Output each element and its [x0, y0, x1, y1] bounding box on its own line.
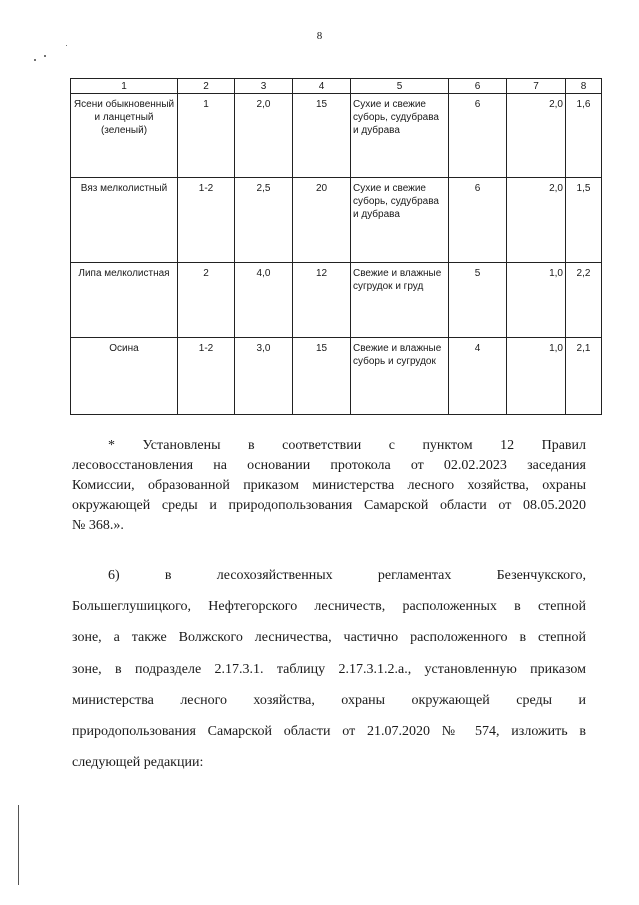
footnote-line: окружающей среды и природопользования Самарской области от 08.05.2020 [72, 498, 586, 513]
footnote-line: * Установлены в соответствии с пунктом 12 Правил [108, 438, 586, 453]
table-cell: 1,5 [566, 178, 602, 263]
paragraph-line: природопользования Самарской области от 21.07.2020 № 574, изложить в [72, 724, 586, 740]
species-cell: Липа мелколистная [71, 263, 178, 338]
table-cell: 15 [293, 338, 351, 415]
paragraph-line: 6) в лесохозяйственных регламентах Безенчукского, [108, 568, 586, 583]
table-cell: 4 [449, 338, 507, 415]
table-cell: 6 [449, 178, 507, 263]
forest-species-table [70, 78, 602, 415]
species-cell: Осина [71, 338, 178, 415]
table-cell: 2,5 [235, 178, 293, 263]
table-header-row [71, 79, 602, 94]
table-cell: 1-2 [178, 338, 235, 415]
table-cell: 20 [293, 178, 351, 263]
conditions-cell: Свежие и влажные суборь и сугрудок [351, 338, 449, 415]
scan-margin-mark [18, 805, 19, 885]
table-cell: 2,0 [507, 94, 566, 178]
footnote-line: № 368.». [72, 518, 124, 533]
table-cell: 1 [178, 94, 235, 178]
footnote-line: лесовосстановления на основании протокола от 02.02.2023 заседания [72, 458, 586, 473]
column-header: 3 [235, 79, 293, 94]
column-header: 6 [449, 79, 507, 94]
scan-speck [44, 55, 46, 57]
table-cell: 12 [293, 263, 351, 338]
table-row [71, 178, 602, 263]
table-cell: 1-2 [178, 178, 235, 263]
table-cell: 3,0 [235, 338, 293, 415]
table-cell: 2,0 [507, 178, 566, 263]
column-header: 7 [507, 79, 566, 94]
table-cell: 6 [449, 94, 507, 178]
table-cell: 1,6 [566, 94, 602, 178]
table-cell: 2,1 [566, 338, 602, 415]
table-cell: 1,0 [507, 338, 566, 415]
scan-speck [66, 45, 67, 46]
table-footnote [72, 436, 586, 536]
paragraph-line: министерства лесного хозяйства, охраны окружающей среды и [72, 692, 586, 708]
column-header: 8 [566, 79, 602, 94]
column-header: 1 [71, 79, 178, 94]
footnote-line: Комиссии, образованной приказом министерства лесного хозяйства, охраны [72, 478, 586, 493]
table-cell: 2,2 [566, 263, 602, 338]
conditions-cell: Сухие и свежие суборь, судубрава и дубрава [351, 178, 449, 263]
species-cell: Ясени обыкновенный и ланцетный (зеленый) [71, 94, 178, 178]
table-cell: 2,0 [235, 94, 293, 178]
column-header: 2 [178, 79, 235, 94]
conditions-cell: Свежие и влажные сугрудок и груд [351, 263, 449, 338]
paragraph-line: зоне, а также Волжского лесничества, частично расположенного в степной [72, 630, 586, 646]
column-header: 4 [293, 79, 351, 94]
table-row [71, 94, 602, 178]
paragraph-line: следующей редакции: [72, 755, 204, 771]
table-cell: 1,0 [507, 263, 566, 338]
page-number: 8 [316, 30, 323, 42]
table-row [71, 338, 602, 415]
species-cell: Вяз мелколистный [71, 178, 178, 263]
table-cell: 5 [449, 263, 507, 338]
column-header: 5 [351, 79, 449, 94]
table-row [71, 263, 602, 338]
conditions-cell: Сухие и свежие суборь, судубрава и дубрава [351, 94, 449, 178]
table-cell: 2 [178, 263, 235, 338]
paragraph-line: зоне, в подразделе 2.17.3.1. таблицу 2.17.3.1.2.а., установленную приказом [72, 661, 586, 677]
table-cell: 4,0 [235, 263, 293, 338]
scan-speck [34, 59, 36, 61]
amendment-paragraph [72, 560, 586, 778]
table-cell: 15 [293, 94, 351, 178]
paragraph-line: Большеглушицкого, Нефтегорского лесничеств, расположенных в степной [72, 599, 586, 615]
